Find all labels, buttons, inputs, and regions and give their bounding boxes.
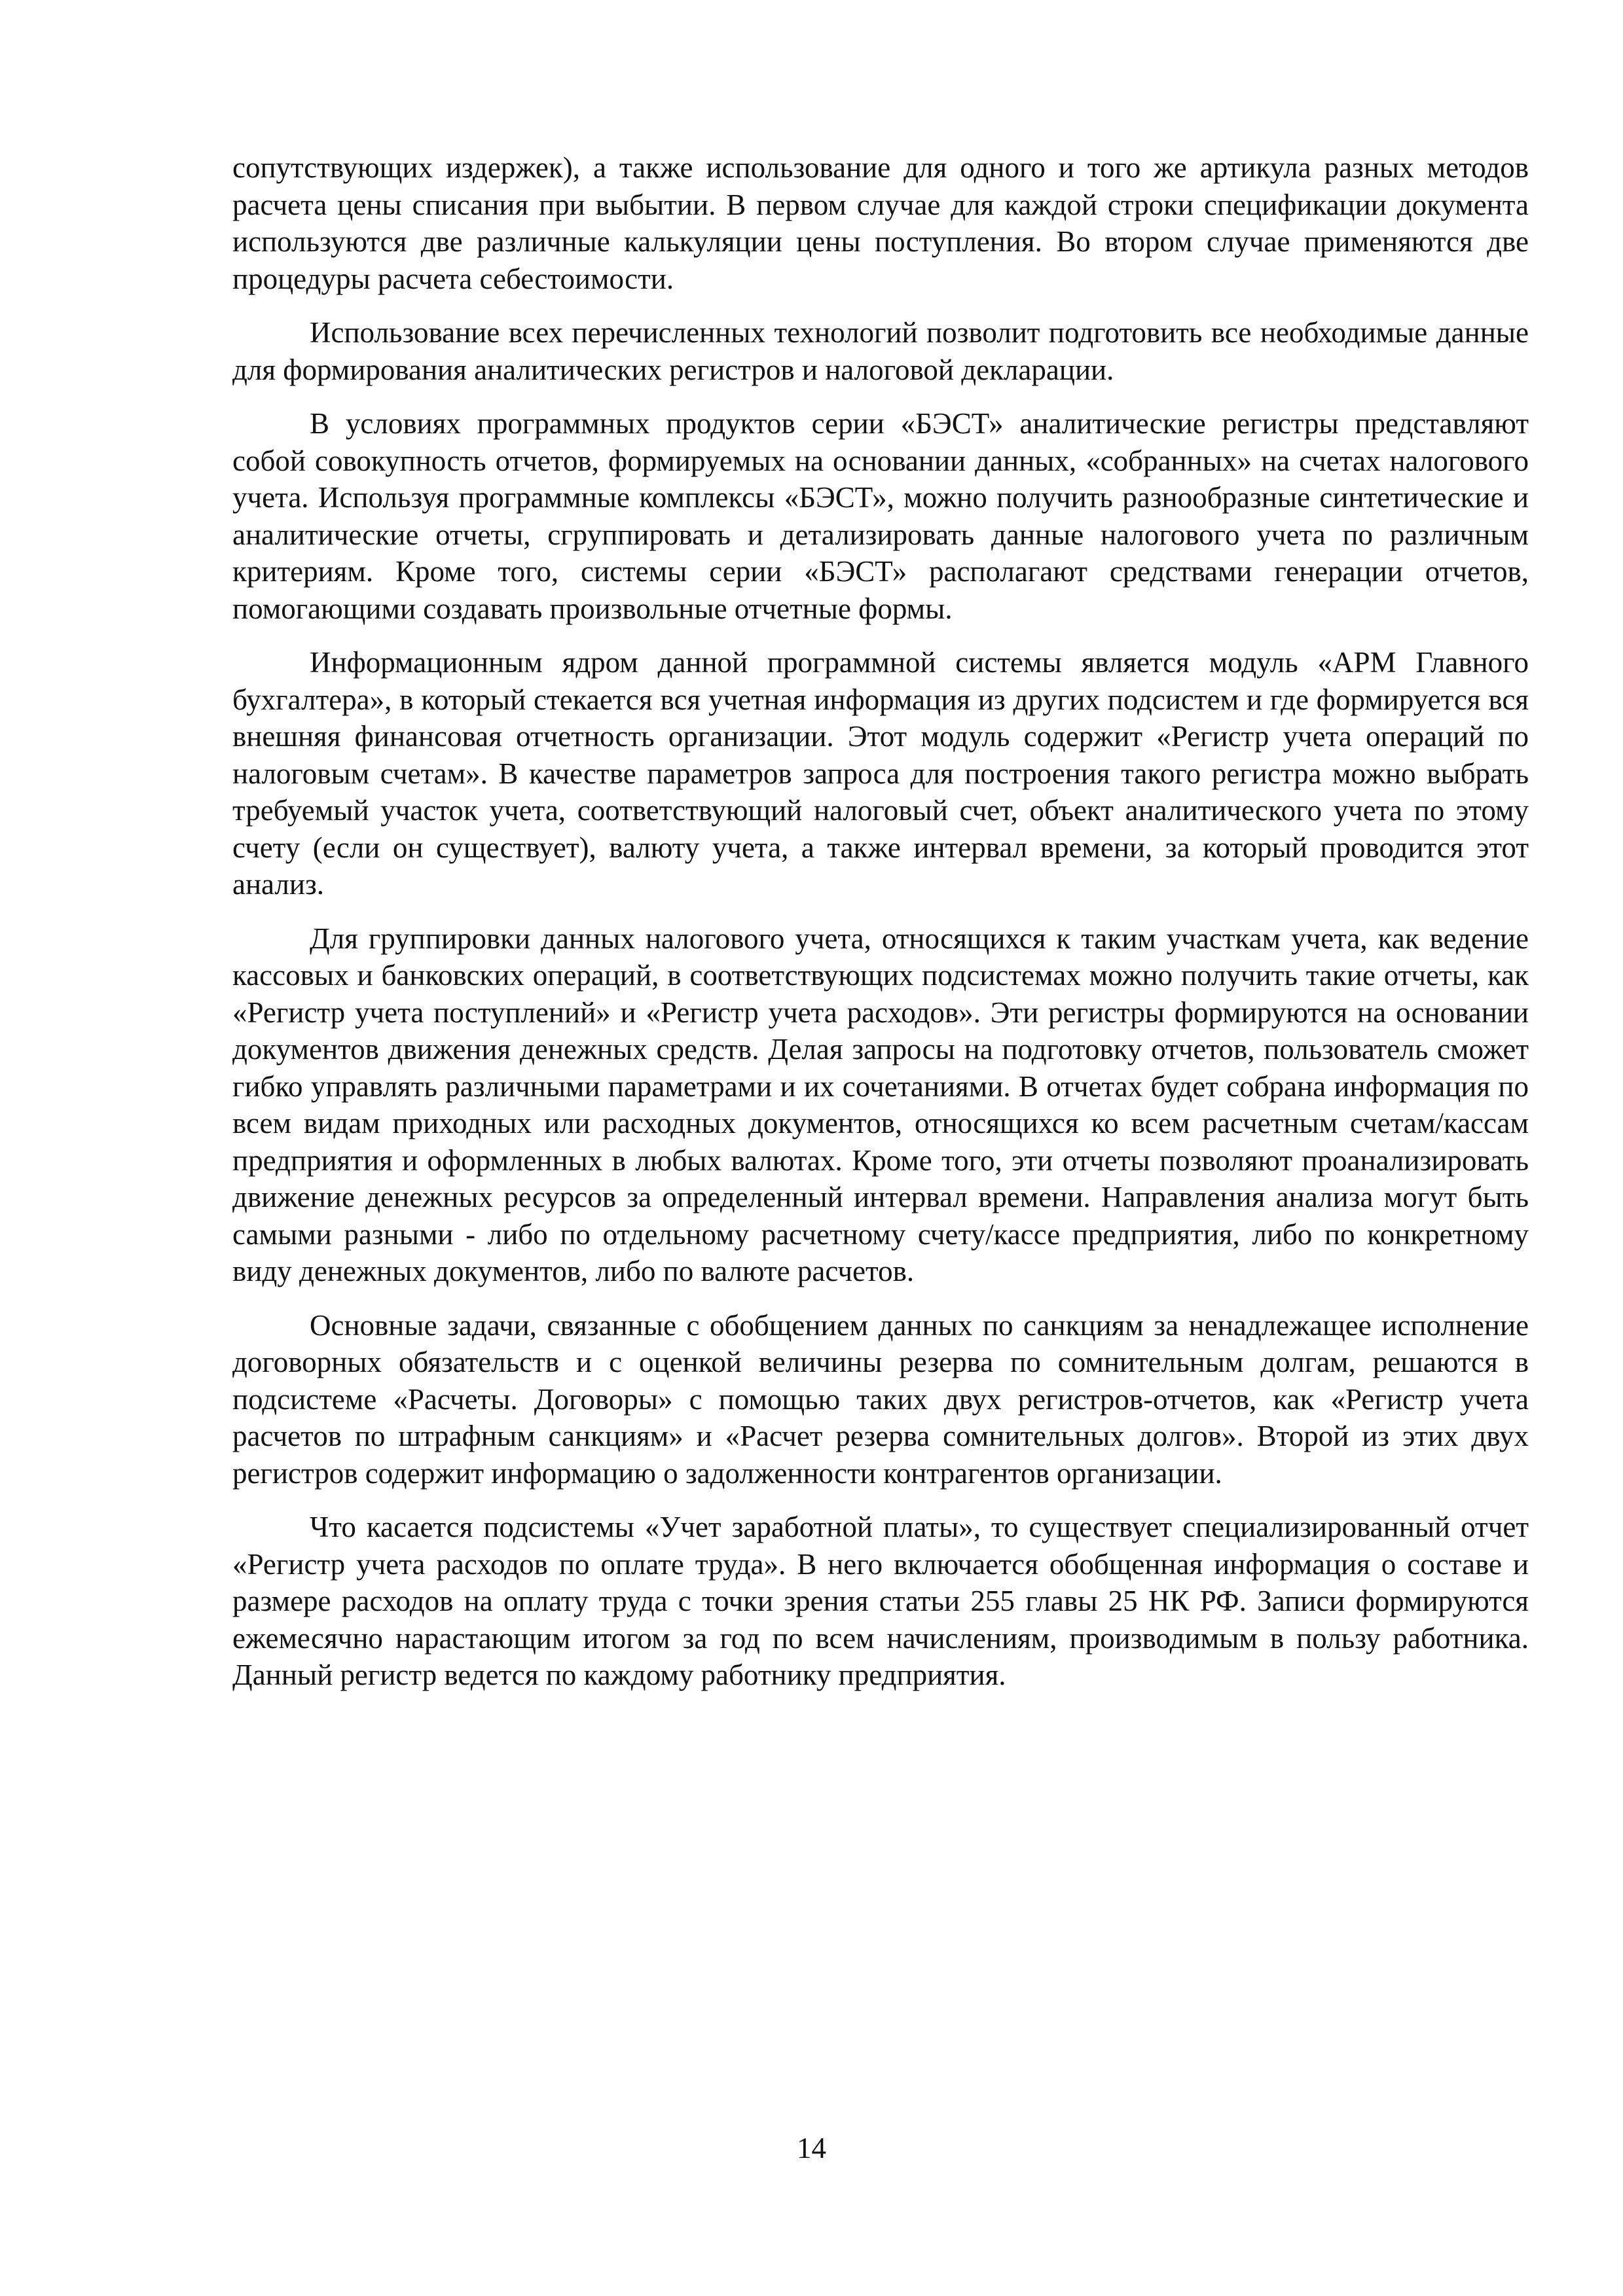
paragraph-chief-accountant-module: Информационным ядром данной программной системы является модуль «АРМ Главного бухгалтера», в который стекается вся учетная информация из других подсистем и где формируется вся внешняя финансовая отчетность организации. Этот модуль содержит «Регистр учета операций по налоговым счетам». В качестве параметров запроса для построения такого регистра можно выбрать требуемый участок учета, соответствующий налоговый счет, объект аналитического учета по этому счету (если он существует), валюту учета, а также интервал времени, за который проводится этот анализ.	[232, 646, 1529, 901]
paragraph-technologies: Использование всех перечисленных технологий позволит подготовить все необходимые данные для формирования аналитических регистров и налоговой декларации.	[232, 316, 1529, 386]
paragraph-continuation: сопутствующих издержек), а также использование для одного и того же артикула разных методов расчета цены списания при выбытии. В первом случае для каждой строки спецификации документа используются две различные калькуляции цены поступления. Во втором случае применяются две процедуры расчета себестоимости.	[232, 151, 1529, 295]
paragraph-payroll: Что касается подсистемы «Учет заработной платы», то существует специализированный отчет «Регистр учета расходов по оплате труда». В него включается обобщенная информация о составе и размере расходов на оплату труда с точки зрения статьи 255 главы 25 НК РФ. Записи формируются ежемесячно нарастающим итогом за год по всем начислениям, производимым в пользу работника. Данный регистр ведется по каждому работнику предприятия.	[232, 1511, 1529, 1691]
document-body	[232, 149, 1529, 1711]
paragraph-best-registers: В условиях программных продуктов серии «БЭСТ» аналитические регистры представляют собой совокупность отчетов, формируемых на основании данных, «собранных» на счетах налогового учета. Используя программные комплексы «БЭСТ», можно получить разнообразные синтетические и аналитические отчеты, сгруппировать и детализировать данные налогового учета по различным критериям. Кроме того, системы серии «БЭСТ» располагают средствами генерации отчетов, помогающими создавать произвольные отчетные формы.	[232, 407, 1529, 625]
page-number: 14	[797, 2132, 826, 2164]
paragraph-sanctions-reserve: Основные задачи, связанные с обобщением данных по санкциям за ненадлежащее исполнение договорных обязательств и с оценкой величины резерва по сомнительным долгам, решаются в подсистеме «Расчеты. Договоры» с помощью таких двух регистров-отчетов, как «Регистр учета расчетов по штрафным санкциям» и «Расчет резерва сомнительных долгов». Второй из этих двух регистров содержит информацию о задолженности контрагентов организации.	[232, 1308, 1529, 1490]
paragraph-cash-bank-grouping: Для группировки данных налогового учета, относящихся к таким участкам учета, как ведение кассовых и банковских операций, в соответствующих подсистемах можно получить такие отчеты, как «Регистр учета поступлений» и «Регистр учета расходов». Эти регистры формируются на основании документов движения денежных средств. Делая запросы на подготовку отчетов, пользователь сможет гибко управлять различными параметрами и их сочетаниями. В отчетах будет собрана информация по всем видам приходных или расходных документов, относящихся ко всем расчетным счетам/кассам предприятия и оформленных в любых валютах. Кроме того, эти отчеты позволяют проанализировать движение денежных ресурсов за определенный интервал времени. Направления анализа могут быть самыми разными - либо по отдельному расчетному счету/кассе предприятия, либо по конкретному виду денежных документов, либо по валюте расчетов.	[232, 922, 1529, 1287]
